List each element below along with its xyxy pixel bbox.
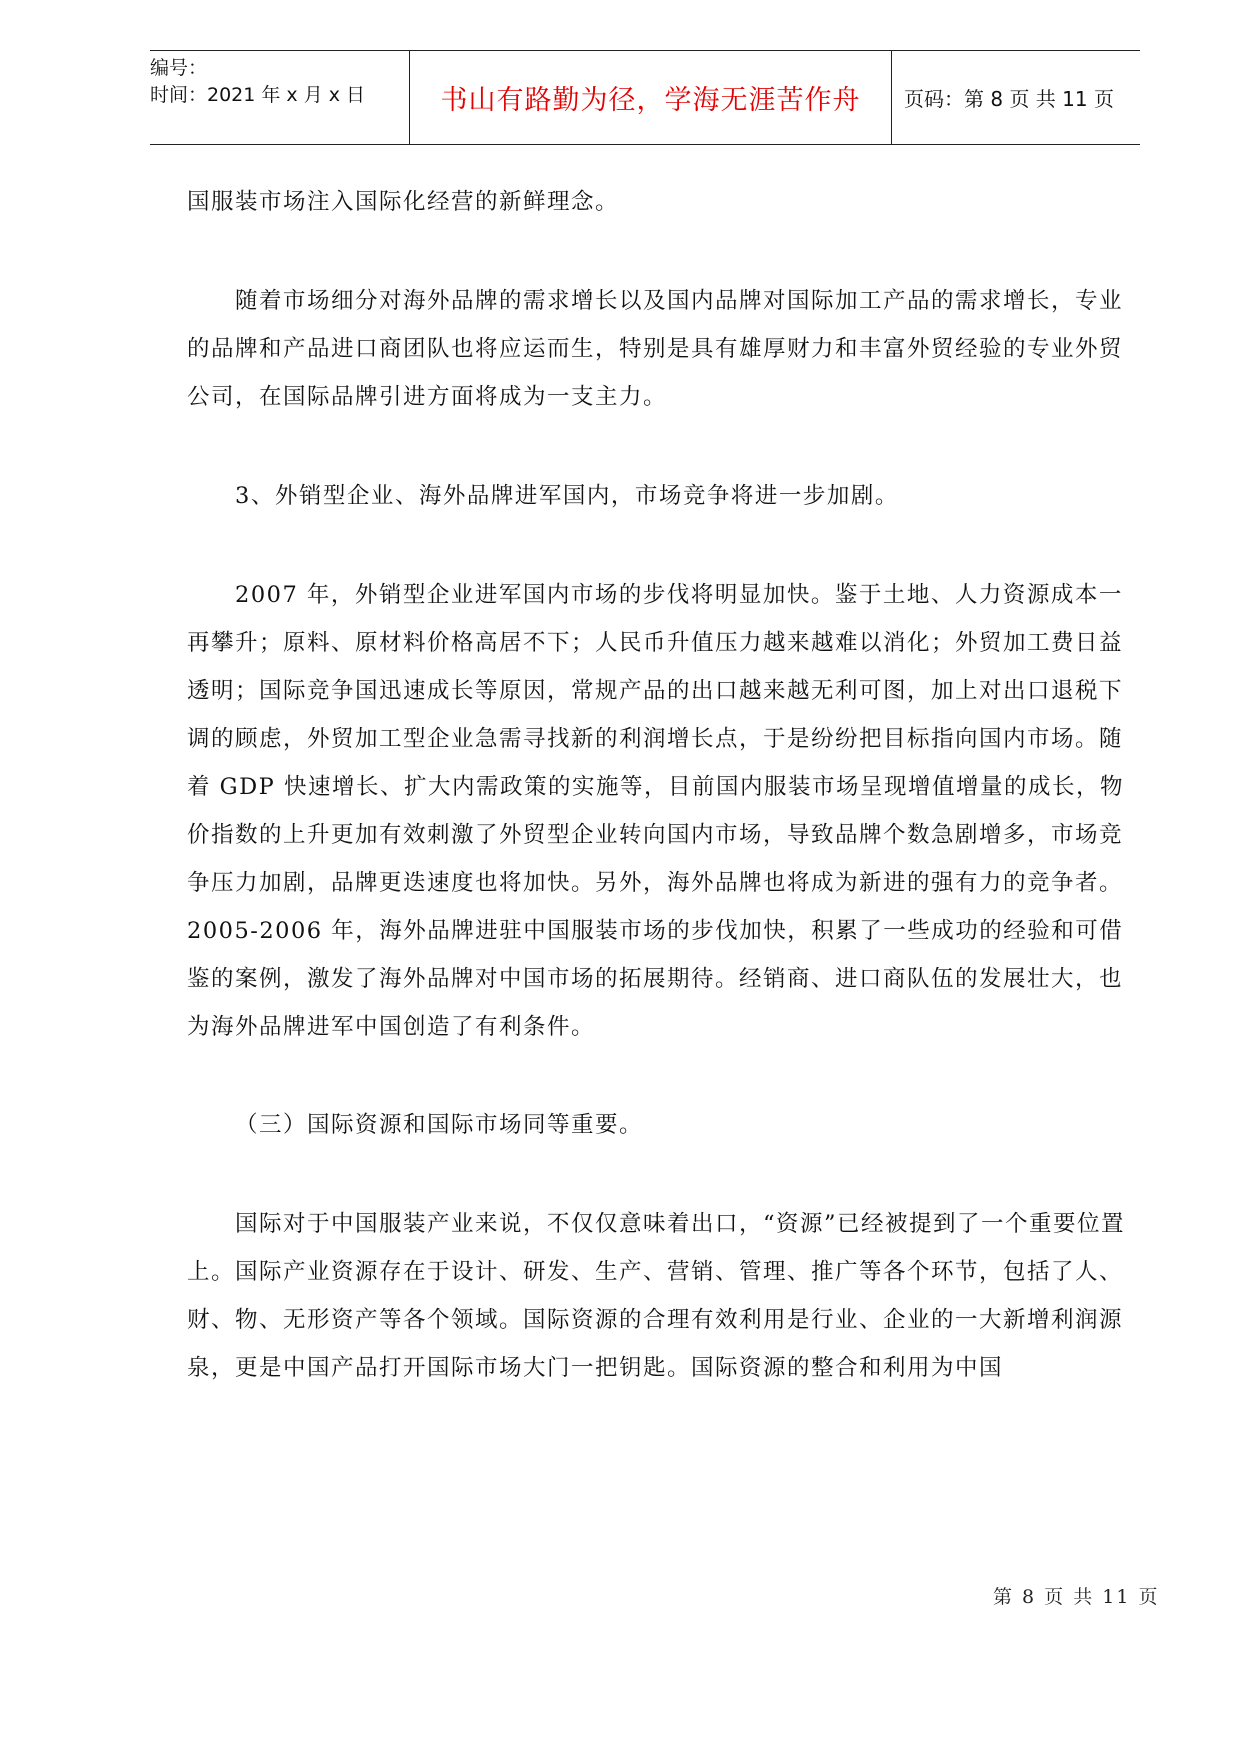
document-body [187,178,1137,1392]
header-meta-cell [150,51,410,144]
serial-number-label: 编号： [150,57,208,79]
paragraph-international-resources: 国际对于中国服装产业来说，不仅仅意味着出口，“资源”已经被提到了一个重要位置上。国际产业资源存在于设计、研发、生产、营销、管理、推广等各个环节，包括了人、财、物、无形资产等各个领域。国际资源的合理有效利用是行业、企业的一大新增利润源泉，更是中国产品打开国际市场大门一把钥匙。国际资源的整合和利用为中国 [187,1211,1126,1381]
page-number-label: 页码：第 8 页 共 11 页 [904,87,1114,111]
paragraph-continuation: 国服装市场注入国际化经营的新鲜理念。 [187,189,620,215]
page-footer: 第 8 页 共 11 页 [993,1586,1160,1608]
section-heading-3: 3、外销型企业、海外品牌进军国内，市场竞争将进一步加剧。 [235,483,899,509]
header-page-cell [892,51,1140,144]
header-motto-cell [410,51,892,144]
page-header [150,50,1140,145]
date-label: 时间：2021 年 x 月 x 日 [150,84,366,106]
paragraph-import-teams: 随着市场细分对海外品牌的需求增长以及国内品牌对国际加工产品的需求增长，专业的品牌和产品进口商团队也将应运而生，特别是具有雄厚财力和丰富外贸经验的专业外贸公司，在国际品牌引进方面将成为一支主力。 [187,288,1124,410]
section-heading-three: （三）国际资源和国际市场同等重要。 [235,1112,644,1138]
paragraph-domestic-competition: 2007 年，外销型企业进军国内市场的步伐将明显加快。鉴于土地、人力资源成本一再攀升；原料、原材料价格高居不下；人民币升值压力越来越难以消化；外贸加工费日益透明；国际竞争国迅速成长等原因，常规产品的出口越来越无利可图，加上对出口退税下调的顾虑，外贸加工型企业急需寻找新的利润增长点，于是纷纷把目标指向国内市场。随着 GDP 快速增长、扩大内需政策的实施等，目前国内服装市场呈现增值增量的成长，物价指数的上升更加有效刺激了外贸型企业转向国内市场，导致品牌个数急剧增多，市场竞争压力加剧，品牌更迭速度也将加快。另外，海外品牌也将成为新进的强有力的竞争者。2005-2006 年，海外品牌进驻中国服装市场的步伐加快，积累了一些成功的经验和可借鉴的案例，激发了海外品牌对中国市场的拓展期待。经销商、进口商队伍的发展壮大，也为海外品牌进军中国创造了有利条件。 [187,582,1124,1040]
motto-text: 书山有路勤为径，学海无涯苦作舟 [440,85,861,116]
